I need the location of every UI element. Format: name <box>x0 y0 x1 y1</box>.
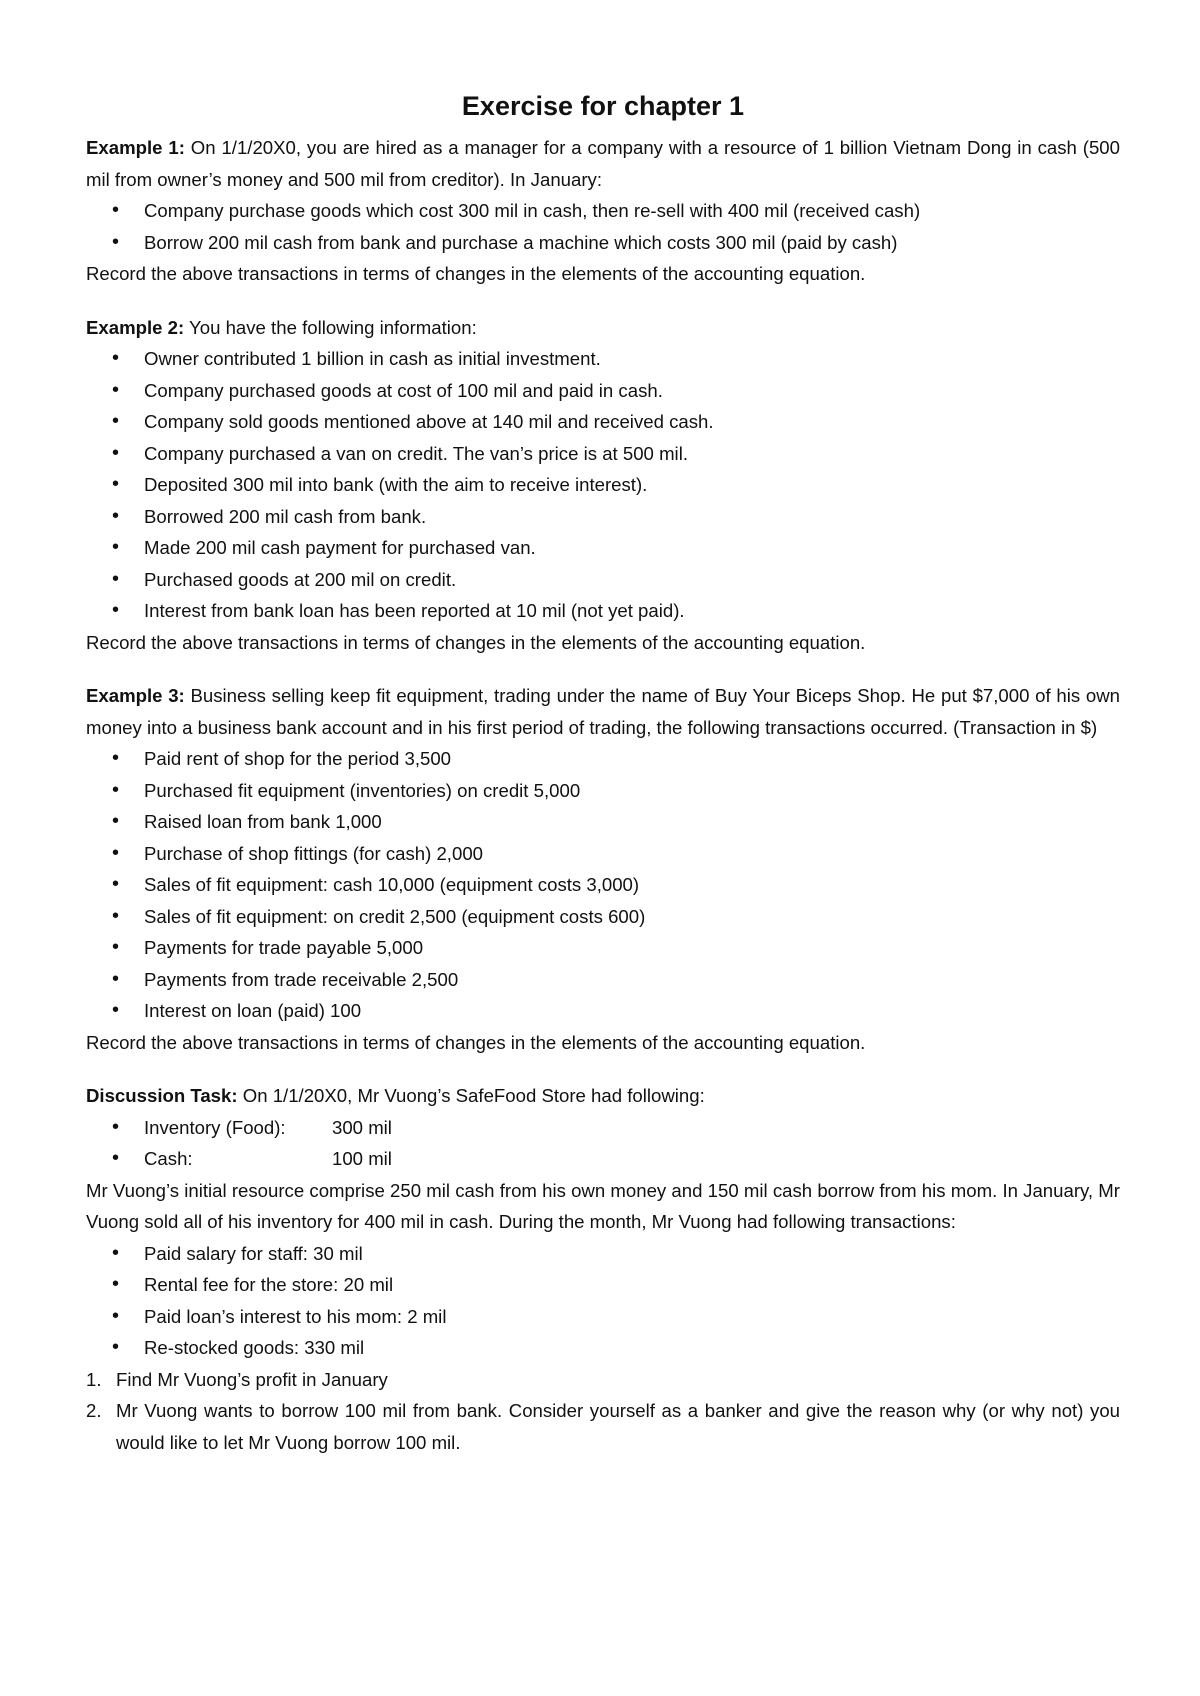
example-1-label: Example 1: <box>86 137 185 158</box>
question-item <box>86 1364 1120 1396</box>
example-3 <box>86 680 1120 1058</box>
question-text: Mr Vuong wants to borrow 100 mil from bank. Consider yourself as a banker and give the reason why (or why not) you would like to let Mr Vuong borrow 100 mil. <box>116 1400 1120 1453</box>
list-item: • Company sold goods mentioned above at 140 mil and received cash. <box>86 406 1120 438</box>
list-item: • Owner contributed 1 billion in cash as initial investment. <box>86 343 1120 375</box>
discussion-label: Discussion Task: <box>86 1085 238 1106</box>
discussion-intro <box>86 1080 1120 1112</box>
list-item: • Company purchase goods which cost 300 mil in cash, then re-sell with 400 mil (received cash) <box>86 195 1120 227</box>
holding-key: Cash: <box>144 1148 193 1169</box>
list-item: • Made 200 mil cash payment for purchased van. <box>86 532 1120 564</box>
example-3-intro <box>86 680 1120 743</box>
list-item: • Borrowed 200 mil cash from bank. <box>86 501 1120 533</box>
list-item: • Payments from trade receivable 2,500 <box>86 964 1120 996</box>
list-item: • Paid loan’s interest to his mom: 2 mil <box>86 1301 1120 1333</box>
example-1 <box>86 132 1120 290</box>
example-3-intro-text: Business selling keep fit equipment, trading under the name of Buy Your Biceps Shop. He put $7,000 of his own money into a business bank account and in his first period of trading, the following transactions occurred. (Transaction in $) <box>86 685 1120 738</box>
example-2-intro <box>86 312 1120 344</box>
discussion-questions <box>86 1364 1120 1459</box>
example-2-label: Example 2: <box>86 316 185 338</box>
list-item: • Purchased goods at 200 mil on credit. <box>86 564 1120 596</box>
list-item: • Raised loan from bank 1,000 <box>86 806 1120 838</box>
list-item: • Company purchased a van on credit. The van’s price is at 500 mil. <box>86 438 1120 470</box>
example-2 <box>86 312 1120 659</box>
list-item: • Purchase of shop fittings (for cash) 2,000 <box>86 838 1120 870</box>
question-number: 2. <box>86 1400 102 1421</box>
example-3-label: Example 3: <box>86 685 185 706</box>
question-item <box>86 1395 1120 1458</box>
list-item: • Re-stocked goods: 330 mil <box>86 1332 1120 1364</box>
example-2-intro-text: You have the following information: <box>189 316 477 338</box>
list-item: • Company purchased goods at cost of 100 mil and paid in cash. <box>86 375 1120 407</box>
holding-key: Inventory (Food): <box>144 1116 286 1138</box>
list-item: • Sales of fit equipment: cash 10,000 (equipment costs 3,000) <box>86 869 1120 901</box>
discussion-intro-text: On 1/1/20X0, Mr Vuong’s SafeFood Store had following: <box>242 1085 705 1106</box>
page-title: Exercise for chapter 1 <box>461 91 745 121</box>
discussion-task <box>86 1080 1120 1458</box>
example-1-bullets <box>86 195 1120 258</box>
example-2-bullets <box>86 343 1120 627</box>
holding-value: 100 mil <box>332 1148 392 1169</box>
example-3-instruction: Record the above transactions in terms of changes in the elements of the accounting equation. <box>86 1031 866 1053</box>
example-1-instruction: Record the above transactions in terms of changes in the elements of the accounting equation. <box>86 263 866 284</box>
list-item: • Interest from bank loan has been reported at 10 mil (not yet paid). <box>86 595 1120 627</box>
holding-item <box>86 1112 1120 1144</box>
holding-item <box>86 1143 1120 1175</box>
list-item: • Paid rent of shop for the period 3,500 <box>86 743 1120 775</box>
discussion-body: Mr Vuong’s initial resource comprise 250 mil cash from his own money and 150 mil cash borrow from his mom. In January, Mr Vuong sold all of his inventory for 400 mil in cash. During the month, Mr Vuong had following transactions: <box>86 1179 1120 1232</box>
discussion-bullets <box>86 1238 1120 1364</box>
question-number: 1. <box>86 1368 102 1390</box>
example-3-bullets <box>86 743 1120 1027</box>
holding-value: 300 mil <box>332 1116 392 1138</box>
list-item: • Paid salary for staff: 30 mil <box>86 1238 1120 1270</box>
list-item: • Sales of fit equipment: on credit 2,500 (equipment costs 600) <box>86 901 1120 933</box>
list-item: • Interest on loan (paid) 100 <box>86 995 1120 1027</box>
list-item: • Purchased fit equipment (inventories) on credit 5,000 <box>86 775 1120 807</box>
example-2-instruction: Record the above transactions in terms of changes in the elements of the accounting equation. <box>86 631 866 653</box>
list-item: • Deposited 300 mil into bank (with the aim to receive interest). <box>86 469 1120 501</box>
question-text: Find Mr Vuong’s profit in January <box>116 1368 388 1390</box>
example-1-intro-text: On 1/1/20X0, you are hired as a manager for a company with a resource of 1 billion Vietnam Dong in cash (500 mil from owner’s money and 500 mil from creditor). In January: <box>86 137 1120 190</box>
list-item: • Payments for trade payable 5,000 <box>86 932 1120 964</box>
list-item: • Rental fee for the store: 20 mil <box>86 1269 1120 1301</box>
example-1-intro <box>86 132 1120 195</box>
list-item: • Borrow 200 mil cash from bank and purchase a machine which costs 300 mil (paid by cash) <box>86 227 1120 259</box>
discussion-holdings <box>86 1112 1120 1175</box>
